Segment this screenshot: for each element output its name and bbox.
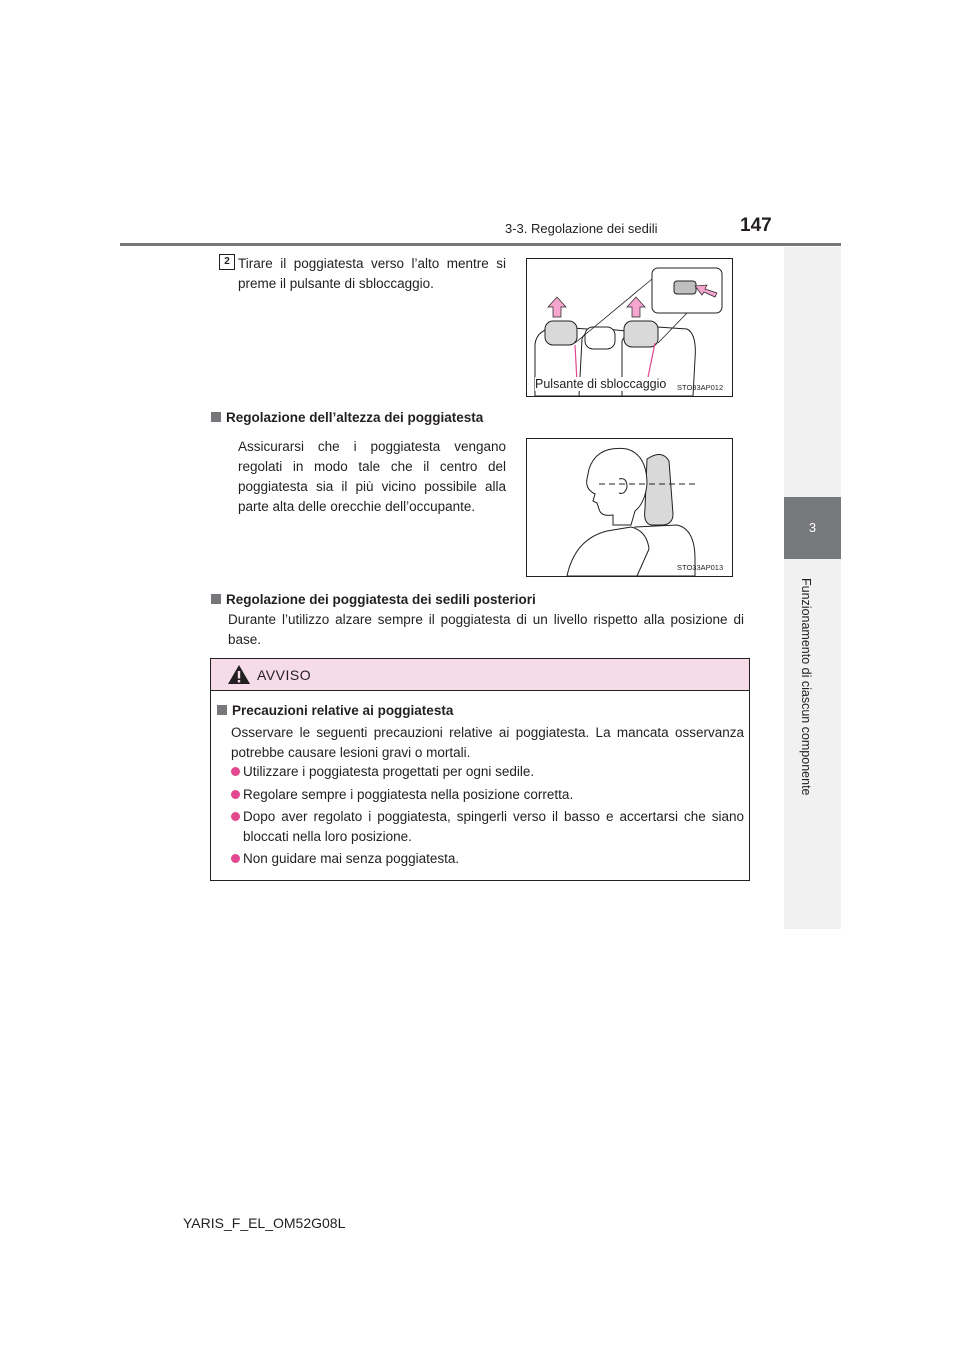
headrest-height-illustration	[527, 439, 732, 576]
bullet-dot-icon	[231, 790, 240, 799]
step-number-badge: 2	[219, 254, 235, 270]
square-bullet-icon	[217, 705, 227, 715]
side-tab-strip	[784, 247, 841, 497]
square-bullet-icon	[211, 412, 221, 422]
headrest-release-illustration	[527, 259, 732, 396]
bullet-dot-icon	[231, 812, 240, 821]
bullet-dot-icon	[231, 767, 240, 776]
headrest-release-figure	[526, 258, 733, 397]
warning-bullet	[231, 785, 744, 805]
square-bullet-icon	[211, 594, 221, 604]
step-text: Tirare il poggiatesta verso l’alto mentre si preme il pulsante di sbloccaggio.	[238, 256, 506, 291]
chapter-tab: 3	[784, 497, 841, 559]
section-text: Durante l’utilizzo alzare sempre il poggiatesta di un livello rispetto alla posizione di base.	[228, 612, 744, 647]
bullet-dot-icon	[231, 854, 240, 863]
warning-text: Osservare le seguenti precauzioni relative ai poggiatesta. La mancata osservanza potrebbe causare lesioni gravi o mortali.	[231, 725, 744, 760]
section-title: 3-3. Regolazione dei sedili	[505, 221, 658, 236]
bullet-text: Regolare sempre i poggiatesta nella posizione corretta.	[243, 787, 574, 802]
warning-title: AVVISO	[257, 667, 312, 683]
section-heading	[211, 410, 483, 425]
release-button-label: Pulsante di sbloccaggio	[535, 377, 667, 391]
header-divider	[120, 243, 841, 246]
figure-code: STO33AP013	[677, 563, 724, 572]
warning-bullet	[231, 807, 744, 847]
warning-heading	[217, 703, 453, 718]
warning-triangle-icon	[227, 664, 251, 685]
page-number: 147	[740, 215, 772, 236]
document-code: YARIS_F_EL_OM52G08L	[183, 1215, 346, 1231]
chapter-title-vertical: Funzionamento di ciascun componente	[799, 578, 813, 796]
warning-bullet	[231, 849, 744, 869]
section-heading	[211, 592, 536, 607]
warning-heading-text: Precauzioni relative ai poggiatesta	[232, 703, 454, 718]
headrest-height-figure	[526, 438, 733, 577]
section-heading-text: Regolazione dei poggiatesta dei sedili posteriori	[226, 592, 536, 607]
bullet-text: Utilizzare i poggiatesta progettati per ogni sedile.	[243, 764, 535, 779]
bullet-text: Non guidare mai senza poggiatesta.	[243, 851, 460, 866]
bullet-text: Dopo aver regolato i poggiatesta, spingerli verso il basso e accertarsi che siano bloccati nella loro posizione.	[243, 809, 744, 844]
figure-code: STO33AP012	[677, 383, 724, 392]
section-text: Assicurarsi che i poggiatesta vengano regolati in modo tale che il centro del poggiatesta sia il più vicino possibile alla parte alta delle orecchie dell’occupante.	[238, 439, 506, 514]
warning-box	[210, 658, 750, 881]
warning-header	[211, 659, 749, 691]
warning-bullet	[231, 762, 744, 782]
section-heading-text: Regolazione dell’altezza dei poggiatesta	[226, 410, 484, 425]
